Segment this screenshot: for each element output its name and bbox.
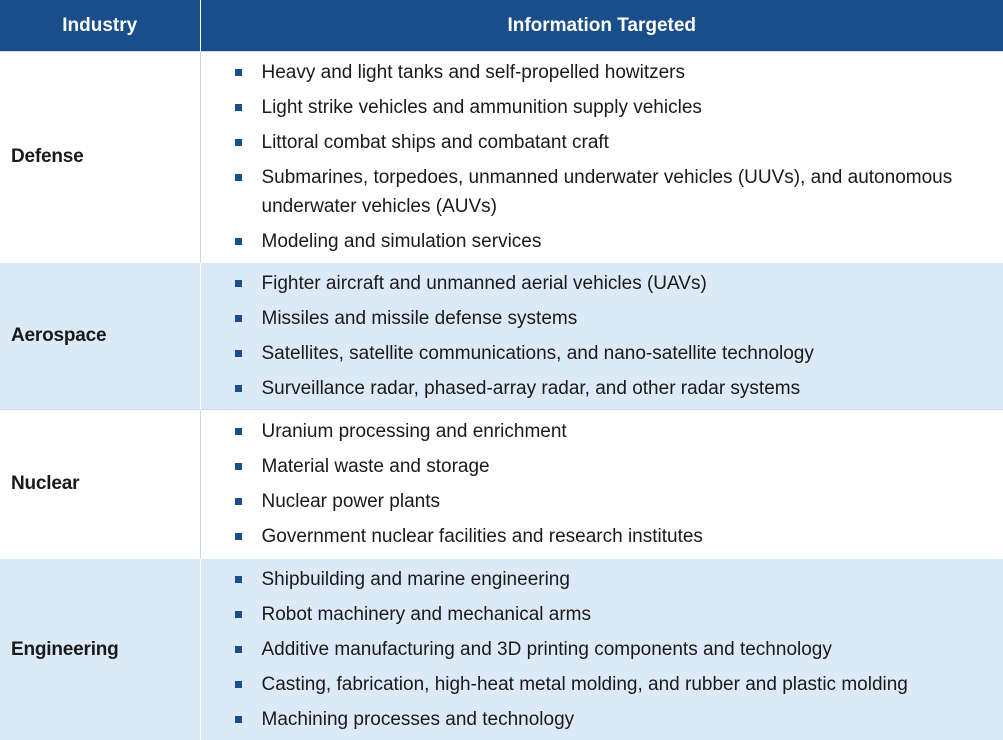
items-list-defense <box>201 58 1003 256</box>
list-item-text: Uranium processing and enrichment <box>262 421 567 442</box>
list-item-text: Light strike vehicles and ammunition supply vehicles <box>262 97 702 118</box>
list-item <box>201 269 1003 298</box>
square-bullet-icon <box>235 174 242 181</box>
list-item-text: Missiles and missile defense systems <box>262 308 578 329</box>
items-cell-nuclear <box>200 410 1003 559</box>
industry-cell-aerospace: Aerospace <box>0 263 200 410</box>
items-list-aerospace <box>201 269 1003 403</box>
list-item <box>201 128 1003 157</box>
list-item-text: Government nuclear facilities and research institutes <box>262 526 703 547</box>
list-item <box>201 374 1003 403</box>
list-item-text: Modeling and simulation services <box>262 231 542 252</box>
table-row-defense <box>0 52 1003 263</box>
list-item-text: Material waste and storage <box>262 456 490 477</box>
items-cell-aerospace <box>200 263 1003 410</box>
square-bullet-icon <box>235 611 242 618</box>
list-item <box>201 600 1003 629</box>
list-item-text: Additive manufacturing and 3D printing components and technology <box>262 639 832 660</box>
list-item-text: Casting, fabrication, high-heat metal molding, and rubber and plastic molding <box>262 674 908 695</box>
list-item <box>201 705 1003 734</box>
square-bullet-icon <box>235 716 242 723</box>
list-item-text: Robot machinery and mechanical arms <box>262 604 592 625</box>
items-cell-engineering <box>200 559 1003 740</box>
list-item <box>201 635 1003 664</box>
square-bullet-icon <box>235 315 242 322</box>
list-item <box>201 93 1003 122</box>
square-bullet-icon <box>235 646 242 653</box>
list-item <box>201 417 1003 446</box>
list-item-text: Machining processes and technology <box>262 709 575 730</box>
list-item <box>201 304 1003 333</box>
header-information-targeted: Information Targeted <box>200 0 1003 52</box>
square-bullet-icon <box>235 428 242 435</box>
table-row-engineering <box>0 559 1003 740</box>
items-cell-defense <box>200 52 1003 263</box>
list-item-text: Satellites, satellite communications, and nano-satellite technology <box>262 343 814 364</box>
list-item <box>201 163 1003 221</box>
square-bullet-icon <box>235 463 242 470</box>
list-item-text: Fighter aircraft and unmanned aerial vehicles (UAVs) <box>262 273 707 294</box>
list-item-text: Nuclear power plants <box>262 491 440 512</box>
list-item <box>201 339 1003 368</box>
items-list-engineering <box>201 565 1003 734</box>
list-item-text: Surveillance radar, phased-array radar, and other radar systems <box>262 378 801 399</box>
list-item <box>201 227 1003 256</box>
table-row-aerospace <box>0 263 1003 410</box>
square-bullet-icon <box>235 104 242 111</box>
square-bullet-icon <box>235 385 242 392</box>
list-item-text: Littoral combat ships and combatant craft <box>262 132 609 153</box>
square-bullet-icon <box>235 280 242 287</box>
items-list-nuclear <box>201 417 1003 551</box>
industry-cell-defense: Defense <box>0 52 200 263</box>
list-item <box>201 522 1003 551</box>
list-item <box>201 670 1003 699</box>
square-bullet-icon <box>235 498 242 505</box>
square-bullet-icon <box>235 238 242 245</box>
list-item-text: Heavy and light tanks and self-propelled howitzers <box>262 62 686 83</box>
list-item <box>201 487 1003 516</box>
table-header-row <box>0 0 1003 52</box>
list-item-text: Shipbuilding and marine engineering <box>262 569 570 590</box>
list-item <box>201 58 1003 87</box>
square-bullet-icon <box>235 533 242 540</box>
table-row-nuclear <box>0 410 1003 559</box>
list-item-text: Submarines, torpedoes, unmanned underwater vehicles (UUVs), and autonomous underwater vehicles (AUVs) <box>262 167 953 217</box>
square-bullet-icon <box>235 576 242 583</box>
square-bullet-icon <box>235 350 242 357</box>
industry-cell-engineering: Engineering <box>0 559 200 740</box>
square-bullet-icon <box>235 139 242 146</box>
square-bullet-icon <box>235 681 242 688</box>
list-item <box>201 452 1003 481</box>
list-item <box>201 565 1003 594</box>
square-bullet-icon <box>235 69 242 76</box>
industry-cell-nuclear: Nuclear <box>0 410 200 559</box>
header-industry: Industry <box>0 0 200 52</box>
